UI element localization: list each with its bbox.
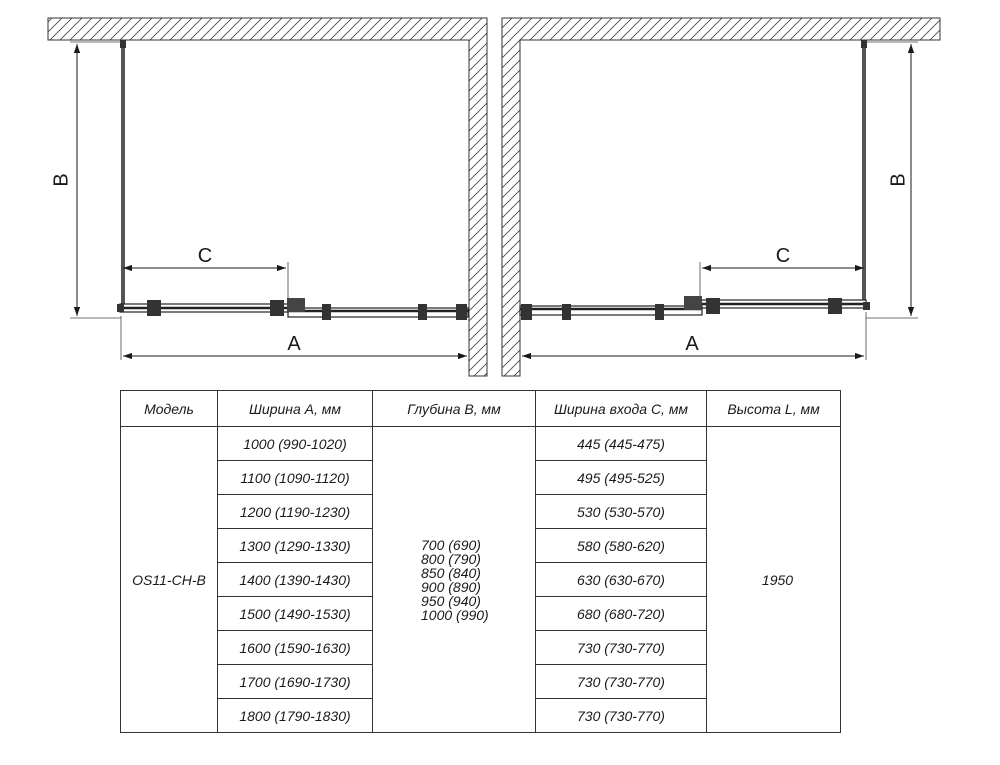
left-front-rail [117,298,468,320]
entry-cell: 730 (730-770) [536,631,707,665]
right-label-b: B [887,173,910,187]
entry-cell: 730 (730-770) [536,665,707,699]
width-cell: 1300 (1290-1330) [218,529,373,563]
right-wall-hatch [502,18,940,376]
entry-cell: 445 (445-475) [536,427,707,461]
width-cell: 1100 (1090-1120) [218,461,373,495]
depth-value: 700 (690) [421,536,481,553]
entry-cell: 630 (630-670) [536,563,707,597]
depth-value: 950 (940) [421,592,481,609]
table-row [121,427,841,461]
header-model: Модель [121,391,218,427]
right-label-a: A [685,333,699,355]
left-label-b: B [50,173,73,187]
entry-cell: 495 (495-525) [536,461,707,495]
header-height-l: Высота L, мм [707,391,841,427]
header-depth-b: Глубина В, мм [373,391,536,427]
entry-cell: 580 (580-620) [536,529,707,563]
width-cell: 1700 (1690-1730) [218,665,373,699]
depth-value: 900 (890) [421,578,481,595]
depth-value: 850 (840) [421,564,481,581]
left-plan-view [48,18,487,376]
depth-value: 800 (790) [421,550,481,567]
left-label-a: A [287,333,301,355]
right-front-rail [520,296,870,320]
height-value: 1950 [761,571,794,588]
right-plan-view [502,18,940,376]
left-label-c: C [197,245,213,267]
width-cell: 1600 (1590-1630) [218,631,373,665]
width-cell: 1200 (1190-1230) [218,495,373,529]
width-cell: 1500 (1490-1530) [218,597,373,631]
header-width-a: Ширина А, мм [218,391,373,427]
width-cell: 1000 (990-1020) [218,427,373,461]
entry-cell: 730 (730-770) [536,699,707,733]
depth-value: 1000 (990) [421,606,489,623]
entry-cell: 530 (530-570) [536,495,707,529]
right-label-c: C [775,245,791,267]
left-wall-hatch [48,18,487,376]
header-entry-c: Ширина входа С, мм [536,391,707,427]
entry-cell: 680 (680-720) [536,597,707,631]
model-cell: OS11-CH-B [121,427,218,733]
spec-table [120,390,841,733]
height-cell [707,427,841,733]
depth-cell [373,427,536,733]
width-cell: 1400 (1390-1430) [218,563,373,597]
table-header-row [121,391,841,427]
width-cell: 1800 (1790-1830) [218,699,373,733]
